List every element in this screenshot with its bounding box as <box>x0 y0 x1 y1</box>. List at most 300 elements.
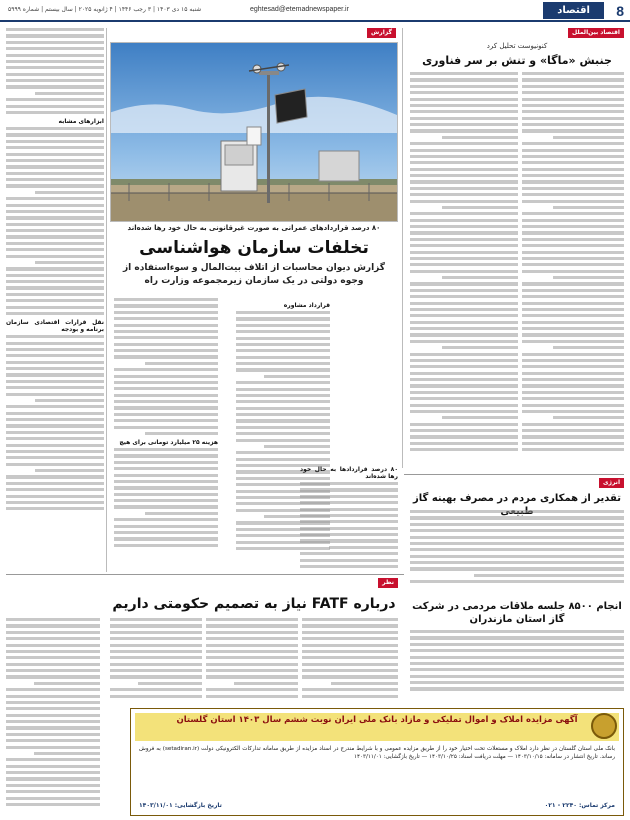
text-line <box>522 251 624 254</box>
text-line <box>114 381 218 384</box>
text-line <box>522 442 624 445</box>
section-tag: انرژی <box>599 478 624 488</box>
text-line <box>236 368 330 371</box>
text-line <box>114 304 218 307</box>
weather-station-image <box>110 43 397 222</box>
text-line <box>410 397 518 400</box>
article-body <box>300 462 398 572</box>
text-line <box>6 618 100 621</box>
text-line <box>34 752 100 755</box>
text-line <box>300 482 398 485</box>
text-line <box>522 225 624 228</box>
text-line <box>300 527 398 530</box>
text-line <box>300 533 398 536</box>
text-line <box>6 475 104 478</box>
text-line <box>522 193 624 196</box>
text-line <box>410 168 518 171</box>
text-line <box>6 286 104 289</box>
text-line <box>442 346 518 349</box>
text-line <box>114 311 218 314</box>
text-line <box>236 343 330 346</box>
text-line <box>6 216 104 219</box>
text-line <box>410 155 518 158</box>
text-line <box>6 637 100 640</box>
text-line <box>302 695 398 698</box>
text-line <box>410 567 624 570</box>
text-line <box>6 720 100 723</box>
text-line <box>114 349 218 352</box>
text-line <box>302 669 398 672</box>
bank-logo-icon <box>591 713 617 739</box>
text-line <box>110 688 202 691</box>
text-line <box>6 354 104 357</box>
text-line <box>6 507 104 510</box>
text-line <box>6 758 100 761</box>
text-line <box>522 270 624 273</box>
text-line <box>522 238 624 241</box>
text-line <box>410 314 518 317</box>
text-line <box>410 231 518 234</box>
text-line <box>522 378 624 381</box>
text-line <box>234 682 298 685</box>
text-line <box>264 445 330 448</box>
text-line <box>6 386 104 389</box>
weather-station-photo <box>110 42 398 222</box>
text-line <box>6 127 104 130</box>
text-line <box>114 336 218 339</box>
text-line <box>114 486 218 489</box>
ad-title: آگهی مزایده املاک و اموال تملیکی و مازاد بانک ملی ایران نوبت ششم سال ۱۴۰۳ استان گلستان <box>176 715 578 725</box>
text-line <box>110 650 202 653</box>
text-line <box>522 282 624 285</box>
text-line <box>114 426 218 429</box>
text-line <box>553 416 624 419</box>
text-line <box>522 85 624 88</box>
text-line <box>6 153 104 156</box>
text-line <box>410 404 518 407</box>
text-line <box>6 348 104 351</box>
text-line <box>6 111 104 114</box>
text-line <box>522 327 624 330</box>
text-line <box>6 456 104 459</box>
text-line <box>522 98 624 101</box>
main-headline: تخلفات سازمان هواشناسی <box>139 238 369 258</box>
text-line <box>522 174 624 177</box>
text-line <box>114 394 218 397</box>
text-line <box>410 238 518 241</box>
text-line <box>302 688 398 691</box>
text-line <box>331 682 398 685</box>
ad-footer <box>139 802 615 811</box>
text-line <box>6 444 104 447</box>
text-line <box>522 302 624 305</box>
text-line <box>206 631 298 634</box>
text-line <box>410 429 518 432</box>
text-line <box>300 514 398 517</box>
text-line <box>522 104 624 107</box>
text-line <box>410 510 624 513</box>
text-line <box>6 184 104 187</box>
text-line <box>6 66 104 69</box>
text-line <box>114 474 218 477</box>
text-line <box>300 539 398 542</box>
text-line <box>410 295 518 298</box>
text-line <box>6 424 104 427</box>
ad-date: تاریخ بازگشایی: ۱۴۰۳/۱۱/۰۱ <box>139 802 222 809</box>
story-subhead: ابزارهای مشابه <box>58 118 104 126</box>
text-line <box>300 495 398 498</box>
text-line <box>6 771 100 774</box>
text-line <box>522 129 624 132</box>
text-line <box>410 85 518 88</box>
text-line <box>522 168 624 171</box>
text-line <box>114 413 218 416</box>
text-line <box>410 149 518 152</box>
text-line <box>410 372 518 375</box>
ad-body: بانک ملی استان گلستان در نظر دارد املاک و مستغلات تحت اختیار خود را از طریق مزایده عمومی و با شرایط مندرج در اسناد مزایده از طریق سامانه تدارکات الکترونیکی دولت (setadiran.ir) به فروش رساند. تاریخ انتشار در سامانه: ۱۴۰۳/۱۰/۱۵ — مهلت دریافت اسناد: ۱۴۰۳/۱۰/۲۵ — تاریخ بازگشایی: ۱۴۰۳/۱۱/۰۱ <box>139 746 615 760</box>
text-line <box>6 280 104 283</box>
text-line <box>410 668 624 671</box>
text-line <box>110 695 202 698</box>
text-line <box>522 123 624 126</box>
text-line <box>145 362 218 365</box>
text-line <box>522 212 624 215</box>
text-line <box>6 73 104 76</box>
text-line <box>410 161 518 164</box>
text-line <box>6 733 100 736</box>
text-line <box>206 663 298 666</box>
text-line <box>6 312 104 315</box>
text-line <box>6 306 104 309</box>
text-line <box>110 656 202 659</box>
text-line <box>6 707 100 710</box>
text-line <box>6 650 100 653</box>
text-line <box>114 298 218 301</box>
text-line <box>34 682 100 685</box>
text-line <box>6 197 104 200</box>
text-line <box>442 276 518 279</box>
text-line <box>264 375 330 378</box>
text-line <box>410 110 518 113</box>
text-line <box>410 219 518 222</box>
text-line <box>6 34 104 37</box>
text-line <box>6 746 100 749</box>
text-line <box>410 435 518 438</box>
text-line <box>206 637 298 640</box>
text-line <box>410 353 518 356</box>
text-line <box>236 330 330 333</box>
text-line <box>410 649 624 652</box>
text-line <box>114 355 218 358</box>
gas-headline: تقدیر از همکاری مردم در مصرف بهینه گاز <box>413 493 621 504</box>
text-line <box>302 618 398 621</box>
text-line <box>6 701 100 704</box>
main-subheadline: گزارش دیوان محاسبات از اتلاف بیت‌المال و سوءاستفاده از وجوه دولتی در یک سازمان زیرمجموعه وزارت راه <box>122 263 385 286</box>
text-line <box>35 191 104 194</box>
text-line <box>410 321 518 324</box>
text-line <box>6 172 104 175</box>
text-line <box>302 656 398 659</box>
text-line <box>522 244 624 247</box>
text-line <box>6 765 100 768</box>
text-line <box>6 274 104 277</box>
text-line <box>114 518 218 521</box>
text-line <box>410 129 518 132</box>
text-line <box>6 644 100 647</box>
text-line <box>410 212 518 215</box>
text-line <box>522 117 624 120</box>
text-line <box>110 618 202 621</box>
text-line <box>410 333 518 336</box>
text-line <box>236 311 330 314</box>
text-line <box>410 327 518 330</box>
text-line <box>522 219 624 222</box>
text-line <box>522 359 624 362</box>
text-line <box>6 803 100 806</box>
text-line <box>6 418 104 421</box>
text-line <box>6 267 104 270</box>
text-line <box>410 187 518 190</box>
text-line <box>410 384 518 387</box>
text-line <box>6 656 100 659</box>
text-line <box>6 140 104 143</box>
text-line <box>6 223 104 226</box>
story-headline: جنبش «ماگا» و تنش بر سر فناوری <box>422 54 612 67</box>
fatf-headline: درباره FATF نیاز به تصمیم حکومتی داریم <box>112 596 396 612</box>
text-line <box>300 501 398 504</box>
text-line <box>522 353 624 356</box>
text-line <box>35 92 104 95</box>
text-line <box>410 289 518 292</box>
text-line <box>114 387 218 390</box>
photo-caption: ۸۰ درصد قراردادهای عمرانی به صورت غیرقانونی به حال خود رها شده‌اند <box>127 224 381 232</box>
text-line <box>410 662 624 665</box>
text-line <box>206 644 298 647</box>
text-line <box>114 324 218 327</box>
text-line <box>114 467 218 470</box>
article-body <box>410 630 624 704</box>
text-line <box>138 682 202 685</box>
text-line <box>6 495 104 498</box>
text-line <box>110 631 202 634</box>
text-line <box>145 512 218 515</box>
section-label: اقتصاد <box>543 2 604 19</box>
text-line <box>6 235 104 238</box>
text-line <box>6 663 100 666</box>
text-line <box>302 675 398 678</box>
text-line <box>206 669 298 672</box>
text-line <box>114 400 218 403</box>
text-line <box>110 624 202 627</box>
text-line <box>410 225 518 228</box>
text-line <box>442 416 518 419</box>
text-line <box>300 559 398 562</box>
text-line <box>522 435 624 438</box>
story-subhead: قرارداد مشاوره <box>283 302 330 309</box>
text-line <box>114 537 218 540</box>
text-line <box>236 439 330 442</box>
text-line <box>410 123 518 126</box>
story-subhead: ۸۰ درصد قراردادها به حال خود رها شده‌اند <box>300 466 398 480</box>
text-line <box>410 142 518 145</box>
text-line <box>110 669 202 672</box>
text-line <box>522 314 624 317</box>
text-line <box>410 117 518 120</box>
text-line <box>410 98 518 101</box>
text-line <box>206 624 298 627</box>
text-line <box>410 542 624 545</box>
text-line <box>300 508 398 511</box>
text-line <box>6 797 100 800</box>
page-number: 8 <box>616 3 624 19</box>
text-line <box>114 454 218 457</box>
article-body <box>206 618 298 704</box>
article-body <box>410 510 624 596</box>
text-line <box>6 463 104 466</box>
text-line <box>6 380 104 383</box>
text-line <box>410 378 518 381</box>
text-line <box>6 299 104 302</box>
text-line <box>522 78 624 81</box>
text-line <box>553 206 624 209</box>
text-line <box>522 72 624 75</box>
text-line <box>410 78 518 81</box>
text-line <box>522 397 624 400</box>
text-line <box>6 60 104 63</box>
text-line <box>6 675 100 678</box>
text-line <box>236 349 330 352</box>
text-line <box>145 432 218 435</box>
section-tag: اقتصاد بین‌الملل <box>568 28 624 38</box>
text-line <box>236 407 330 410</box>
text-line <box>553 276 624 279</box>
text-line <box>522 365 624 368</box>
text-line <box>236 337 330 340</box>
article-body <box>522 72 624 472</box>
section-rule <box>6 574 404 575</box>
text-line <box>522 429 624 432</box>
text-line <box>522 180 624 183</box>
text-line <box>522 231 624 234</box>
text-line <box>410 580 624 583</box>
text-line <box>6 405 104 408</box>
section-tag: نظر <box>378 578 398 588</box>
text-line <box>6 669 100 672</box>
text-line <box>114 461 218 464</box>
text-line <box>6 714 100 717</box>
text-line <box>410 104 518 107</box>
text-line <box>410 516 624 519</box>
text-line <box>410 536 624 539</box>
text-line <box>410 244 518 247</box>
text-line <box>6 98 104 101</box>
text-line <box>110 644 202 647</box>
text-line <box>236 394 330 397</box>
text-line <box>410 561 624 564</box>
text-line <box>329 546 398 549</box>
text-line <box>6 54 104 57</box>
text-line <box>114 317 218 320</box>
text-line <box>302 663 398 666</box>
story-subhead: نقل قرارات اقتصادی سازمان برنامه و بودجه <box>6 319 104 334</box>
text-line <box>410 630 624 633</box>
text-line <box>300 488 398 491</box>
text-line <box>6 133 104 136</box>
text-line <box>236 324 330 327</box>
article-body <box>6 618 100 816</box>
text-line <box>6 482 104 485</box>
text-line <box>442 136 518 139</box>
text-line <box>410 365 518 368</box>
text-line <box>410 675 624 678</box>
column-rule <box>106 28 107 572</box>
text-line <box>6 248 104 251</box>
text-line <box>522 289 624 292</box>
text-line <box>522 321 624 324</box>
email-address[interactable]: eghtesad@etemadnewspaper.ir <box>250 6 349 13</box>
text-line <box>236 400 330 403</box>
column-rule <box>402 28 403 468</box>
auction-ad <box>130 708 624 816</box>
article-body <box>410 72 518 472</box>
text-line <box>114 544 218 547</box>
text-line <box>410 529 624 532</box>
text-line <box>522 423 624 426</box>
text-line <box>6 784 100 787</box>
text-line <box>410 643 624 646</box>
text-line <box>302 650 398 653</box>
article-body <box>110 618 202 704</box>
text-line <box>522 384 624 387</box>
text-line <box>114 330 218 333</box>
text-line <box>442 206 518 209</box>
text-line <box>114 448 218 451</box>
text-line <box>6 210 104 213</box>
text-line <box>302 637 398 640</box>
text-line <box>522 295 624 298</box>
text-line <box>6 204 104 207</box>
text-line <box>410 448 518 451</box>
text-line <box>35 261 104 264</box>
text-line <box>6 165 104 168</box>
text-line <box>410 423 518 426</box>
text-line <box>522 161 624 164</box>
text-line <box>236 413 330 416</box>
text-line <box>6 178 104 181</box>
text-line <box>522 200 624 203</box>
text-line <box>410 442 518 445</box>
text-line <box>6 412 104 415</box>
text-line <box>522 333 624 336</box>
text-line <box>302 624 398 627</box>
text-line <box>410 174 518 177</box>
text-line <box>6 146 104 149</box>
text-line <box>410 656 624 659</box>
text-line <box>35 399 104 402</box>
text-line <box>6 393 104 396</box>
text-line <box>114 480 218 483</box>
text-line <box>410 91 518 94</box>
text-line <box>114 343 218 346</box>
section-tag: گزارش <box>367 28 396 38</box>
text-line <box>302 644 398 647</box>
text-line <box>522 308 624 311</box>
text-line <box>114 419 218 422</box>
text-line <box>236 451 330 454</box>
text-line <box>522 410 624 413</box>
text-line <box>6 488 104 491</box>
text-line <box>410 270 518 273</box>
